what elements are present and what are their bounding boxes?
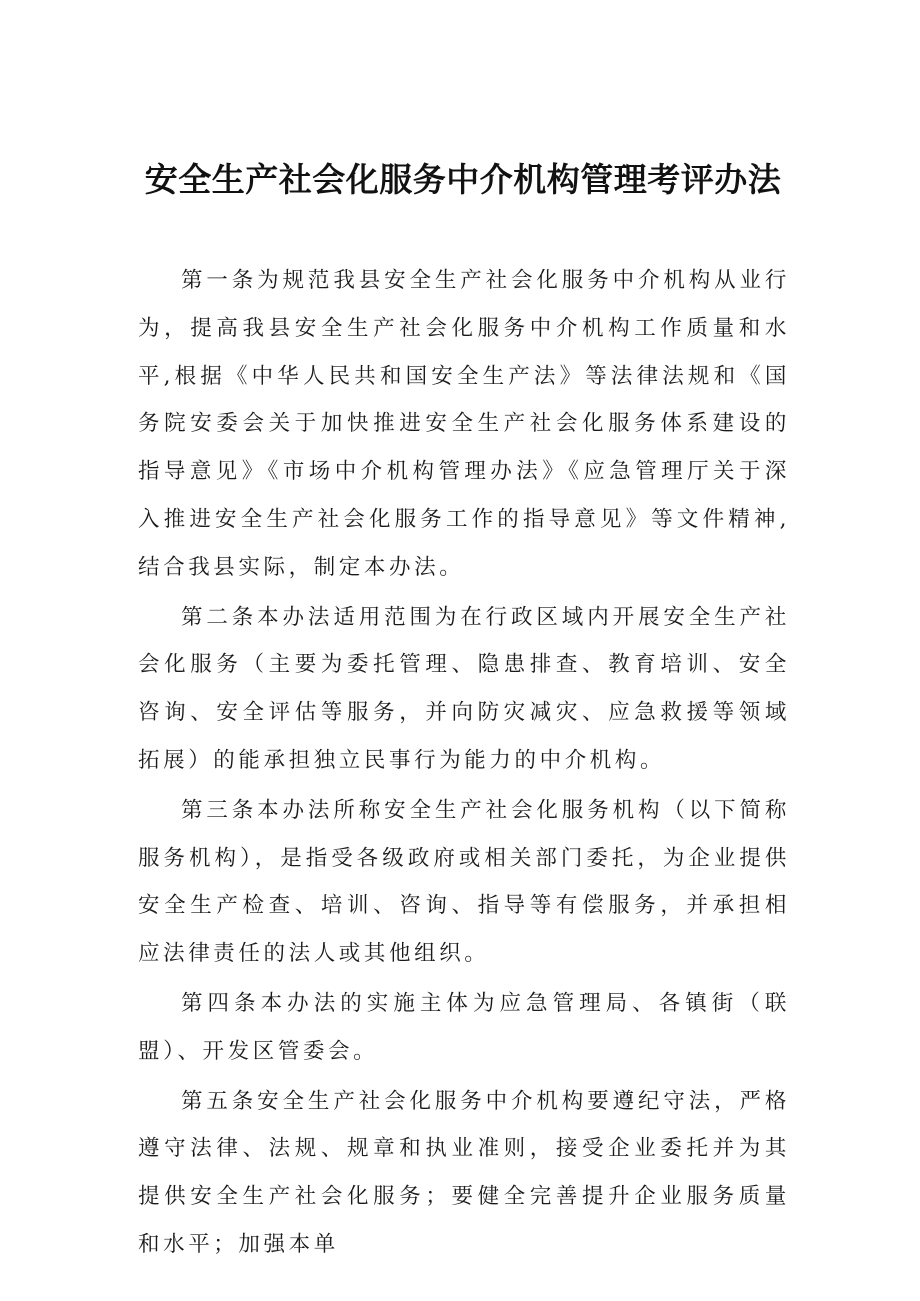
article-1: 第一条为规范我县安全生产社会化服务中介机构从业行为，提高我县安全生产社会化服务中介机构工作质量和水平,根据《中华人民共和国安全生产法》等法律法规和《国务院安委会关于加快推进安全生产社会化服务体系建设的指导意见》《市场中介机构管理办法》《应急管理厅关于深入推进安全生产社会化服务工作的指导意见》等文件精神,结合我县实际，制定本办法。: [138, 268, 790, 580]
document-title: 安全生产社会化服务中介机构管理考评办法: [144, 160, 782, 200]
article-4: 第四条本办法的实施主体为应急管理局、各镇街（联盟）、开发区管委会。: [138, 990, 790, 1064]
article-3: 第三条本办法所称安全生产社会化服务机构（以下简称服务机构），是指受各级政府或相关部门委托，为企业提供安全生产检查、培训、咨询、指导等有偿服务，并承担相应法律责任的法人或其他组织。: [138, 797, 790, 967]
document-body: [138, 257, 790, 1271]
article-2: 第二条本办法适用范围为在行政区域内开展安全生产社会化服务（主要为委托管理、隐患排查、教育培训、安全咨询、安全评估等服务，并向防灾减灾、应急救援等领域拓展）的能承担独立民事行为能力的中介机构。: [138, 604, 790, 773]
article-5: 第五条安全生产社会化服务中介机构要遵纪守法，严格遵守法律、法规、规章和执业准则，接受企业委托并为其提供安全生产社会化服务；要健全完善提升企业服务质量和水平；加强本单: [138, 1088, 790, 1257]
